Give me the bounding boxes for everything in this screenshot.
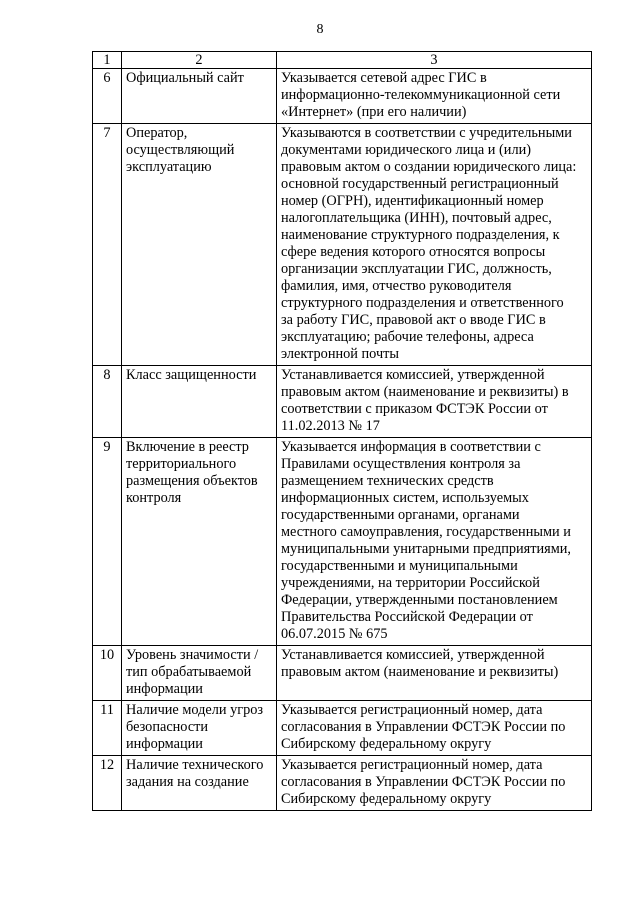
table-header-row bbox=[93, 52, 592, 69]
description-line: наименование структурного подразделения, к bbox=[281, 227, 560, 243]
attribute-name-line: безопасности bbox=[126, 719, 209, 735]
row-number: 11 bbox=[93, 701, 122, 756]
attribute-name-line: осуществляющий bbox=[126, 142, 235, 158]
description-line: электронной почты bbox=[281, 346, 399, 362]
attribute-description-cell bbox=[277, 701, 592, 756]
description-line: правовым актом о создании юридического лица: bbox=[281, 159, 577, 175]
description-line: государственными органами, органами bbox=[281, 507, 520, 523]
row-number: 12 bbox=[93, 756, 122, 811]
attribute-name-cell bbox=[122, 366, 277, 438]
attribute-name-line: Наличие модели угроз bbox=[126, 702, 264, 718]
attribute-name-line: информации bbox=[126, 681, 203, 697]
description-line: документами юридического лица и (или) bbox=[281, 142, 531, 158]
attribute-name-line: Включение в реестр bbox=[126, 439, 249, 455]
description-line: основной государственный регистрационный bbox=[281, 176, 559, 192]
attribute-name-line: Класс защищенности bbox=[126, 367, 257, 383]
description-line: фамилия, имя, отчество руководителя bbox=[281, 278, 512, 294]
row-number: 6 bbox=[93, 69, 122, 124]
attribute-description-cell bbox=[277, 366, 592, 438]
attribute-name-line: контроля bbox=[126, 490, 182, 506]
header-cell-2: 2 bbox=[122, 52, 277, 69]
description-line: номер (ОГРН), идентификационный номер bbox=[281, 193, 544, 209]
attribute-name-line: Оператор, bbox=[126, 125, 188, 141]
table-row bbox=[93, 646, 592, 701]
attribute-name-line: эксплуатацию bbox=[126, 159, 212, 175]
description-line: согласования в Управлении ФСТЭК России по bbox=[281, 774, 566, 790]
description-line: государственными и муниципальными bbox=[281, 558, 518, 574]
attribute-name-cell bbox=[122, 69, 277, 124]
description-line: сфере ведения которого относятся вопросы bbox=[281, 244, 546, 260]
description-line: Указывается информация в соответствии с bbox=[281, 439, 541, 455]
description-line: Устанавливается комиссией, утвержденной bbox=[281, 647, 545, 663]
description-line: Федерации, утвержденными постановлением bbox=[281, 592, 558, 608]
description-line: структурного подразделения и ответственного bbox=[281, 295, 564, 311]
description-line: Указывается регистрационный номер, дата bbox=[281, 757, 543, 773]
description-line: информационно-телекоммуникационной сети bbox=[281, 87, 561, 103]
row-number: 8 bbox=[93, 366, 122, 438]
attribute-name-line: размещения объектов bbox=[126, 473, 258, 489]
description-line: за работу ГИС, правовой акт о вводе ГИС в bbox=[281, 312, 546, 328]
description-line: местного самоуправления, государственными и bbox=[281, 524, 571, 540]
attribute-description-cell bbox=[277, 646, 592, 701]
description-line: 11.02.2013 № 17 bbox=[281, 418, 380, 434]
row-number: 9 bbox=[93, 438, 122, 646]
description-line: эксплуатацию; рабочие телефоны, адреса bbox=[281, 329, 534, 345]
description-line: Сибирскому федеральному округу bbox=[281, 736, 492, 752]
description-line: Указывается сетевой адрес ГИС в bbox=[281, 70, 487, 86]
table-row bbox=[93, 69, 592, 124]
attribute-name-cell bbox=[122, 756, 277, 811]
attribute-name-line: территориального bbox=[126, 456, 237, 472]
table-row bbox=[93, 366, 592, 438]
attribute-name-cell bbox=[122, 646, 277, 701]
attribute-name-line: Уровень значимости / bbox=[126, 647, 259, 663]
table-row bbox=[93, 756, 592, 811]
table-row bbox=[93, 438, 592, 646]
attribute-description-cell bbox=[277, 756, 592, 811]
description-line: 06.07.2015 № 675 bbox=[281, 626, 388, 642]
description-line: Указывается регистрационный номер, дата bbox=[281, 702, 543, 718]
row-number: 7 bbox=[93, 124, 122, 366]
description-line: Сибирскому федеральному округу bbox=[281, 791, 492, 807]
description-line: организации эксплуатации ГИС, должность, bbox=[281, 261, 552, 277]
table-row bbox=[93, 124, 592, 366]
description-line: правовым актом (наименование и реквизиты) в bbox=[281, 384, 569, 400]
description-line: Устанавливается комиссией, утвержденной bbox=[281, 367, 545, 383]
description-line: Правительства Российской Федерации от bbox=[281, 609, 533, 625]
description-line: согласования в Управлении ФСТЭК России по bbox=[281, 719, 566, 735]
attribute-name-line: тип обрабатываемой bbox=[126, 664, 252, 680]
description-line: информационных систем, используемых bbox=[281, 490, 529, 506]
attribute-name-line: информации bbox=[126, 736, 203, 752]
description-line: правовым актом (наименование и реквизиты) bbox=[281, 664, 559, 680]
header-cell-3: 3 bbox=[277, 52, 592, 69]
attributes-table bbox=[92, 51, 592, 811]
attribute-description-cell bbox=[277, 438, 592, 646]
attribute-name-line: Наличие технического bbox=[126, 757, 264, 773]
table-row bbox=[93, 701, 592, 756]
attribute-description-cell bbox=[277, 124, 592, 366]
description-line: размещением технических средств bbox=[281, 473, 494, 489]
attribute-name-cell bbox=[122, 124, 277, 366]
description-line: Правилами осуществления контроля за bbox=[281, 456, 521, 472]
description-line: налогоплательщика (ИНН), почтовый адрес, bbox=[281, 210, 552, 226]
attribute-name-cell bbox=[122, 701, 277, 756]
attribute-name-line: задания на создание bbox=[126, 774, 249, 790]
description-line: Указываются в соответствии с учредительными bbox=[281, 125, 572, 141]
description-line: муниципальными унитарными предприятиями, bbox=[281, 541, 572, 557]
attribute-name-cell bbox=[122, 438, 277, 646]
row-number: 10 bbox=[93, 646, 122, 701]
header-cell-1: 1 bbox=[93, 52, 122, 69]
attribute-name-line: Официальный сайт bbox=[126, 70, 244, 86]
page-number: 8 bbox=[316, 22, 324, 37]
attribute-description-cell bbox=[277, 69, 592, 124]
description-line: соответствии с приказом ФСТЭК России от bbox=[281, 401, 548, 417]
description-line: «Интернет» (при его наличии) bbox=[281, 104, 467, 120]
description-line: учреждениями, на территории Российской bbox=[281, 575, 540, 591]
